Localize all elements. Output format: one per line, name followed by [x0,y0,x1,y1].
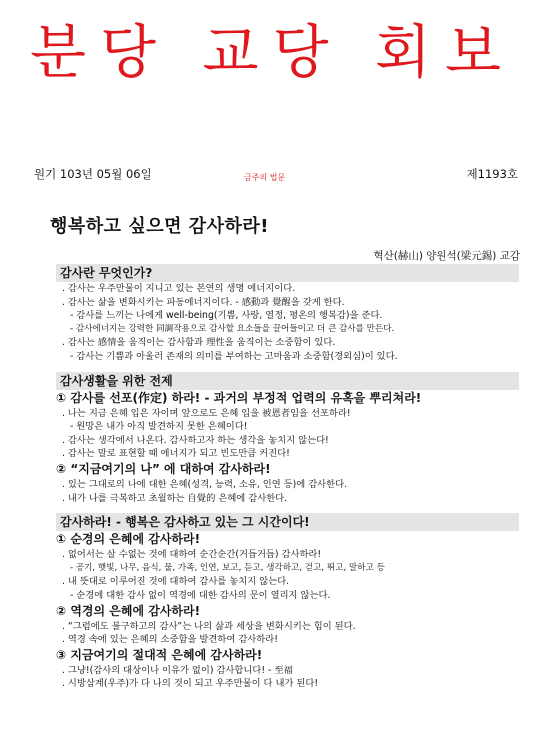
body-line: . 내가 나를 극복하고 초월하는 自覺的 은혜에 감사한다. [62,492,288,504]
subheading: ③ 지금여기의 절대적 은혜에 감사하라! [56,647,263,662]
article-body [56,264,526,691]
body-line: . 감사는 말로 표현할 때 에너지가 되고 빈도만큼 커진다! [62,448,290,460]
weekly-sermon-label: 금주의 법문 [244,173,286,182]
body-line: - 감사에너지는 강력한 同調작용으로 감사할 요소들을 끌어들이고 더 큰 감사를 만든다. [70,323,395,334]
body-line: . 감사는 삶을 변화시키는 파동에너지이다. - 感動과 覺醒을 갖게 한다. [62,296,345,308]
article-author: 혁산(赫山) 양원석(梁元錫) 교감 [373,250,520,262]
subheading: ① 순경의 은혜에 감사하라! [56,532,201,547]
masthead [30,2,515,102]
body-line: - 원망은 내가 아직 발견하지 못한 은혜이다! [70,421,248,433]
issue-date: 원기 103년 05월 06일 [34,167,152,181]
section-heading-premises: 감사생활을 위한 전제 [56,372,519,390]
section-heading-what-is-gratitude: 감사란 무엇인가? [56,264,519,282]
body-line: . 있는 그대로의 나에 대한 은혜(성격, 능력, 소유, 인연 등)에 감사한다. [62,478,348,490]
body-line: . 감사는 생각에서 나온다. 감사하고자 하는 생각을 놓치지 않는다! [62,434,329,446]
body-line: . 감사는 感情을 움직이는 감사함과 理性을 움직이는 소중함이 있다. [62,337,336,349]
body-line: - 감사를 느끼는 나에게 well-being(기쁨, 사랑, 열정, 평온의 행복감)을 준다. [70,310,383,322]
body-line: . 없어서는 살 수없는 것에 대하여 순간순간(거듭거듭) 감사하라! [62,549,322,561]
subheading: ② “지금여기의 나” 에 대하여 감사하라! [56,461,271,476]
section-heading-be-grateful: 감사하라! - 행복은 감사하고 있는 그 시간이다! [56,513,519,531]
body-line: . 시방삼계(우주)가 다 나의 것이 되고 우주만물이 다 내가 된다! [62,678,319,690]
body-line: - 순경에 대한 감사 없이 역경에 대한 감사의 문이 열리지 않는다. [70,589,331,601]
issue-number: 제1193호 [466,167,518,181]
masthead-title: 분당 교당 회보 [30,18,516,86]
body-line: . 나는 지금 은혜 입은 자이며 앞으로도 은혜 입을 被恩者임을 선포하라! [62,407,351,419]
body-line: . 그냥!(감사의 대상이나 이유가 없이) 감사합니다! - 至福 [62,664,293,676]
subheading: ② 역경의 은혜에 감사하라! [56,603,201,618]
subheading: ① 감사를 선포(作定) 하라! - 과거의 부정적 업력의 유혹을 뿌리쳐라! [56,390,422,405]
body-line: . 감사는 우주만물이 지니고 있는 본연의 생명 에너지이다. [62,283,296,294]
body-line: . 내 뜻대로 이루어진 것에 대하여 감사를 놓치지 않는다. [62,576,290,588]
body-line: . “그럼에도 불구하고의 감사”는 나의 삶과 세상을 변화시키는 힘이 된다. [62,620,356,632]
body-line: - 공기, 햇빛, 나무, 음식, 물, 가족, 인연, 보고, 듣고, 생각하고, 걷고, 뛰고, 말하고 등 [70,562,385,573]
article-title: 행복하고 싶으면 감사하라! [50,216,270,237]
body-line: . 역경 속에 있는 은혜의 소중함을 발견하여 감사하라! [62,634,278,646]
body-line: - 감사는 기쁨과 아울러 존재의 의미를 부여하는 고마움과 소중함(경외심)이 있다. [70,350,398,362]
issue-info-line [34,164,518,182]
